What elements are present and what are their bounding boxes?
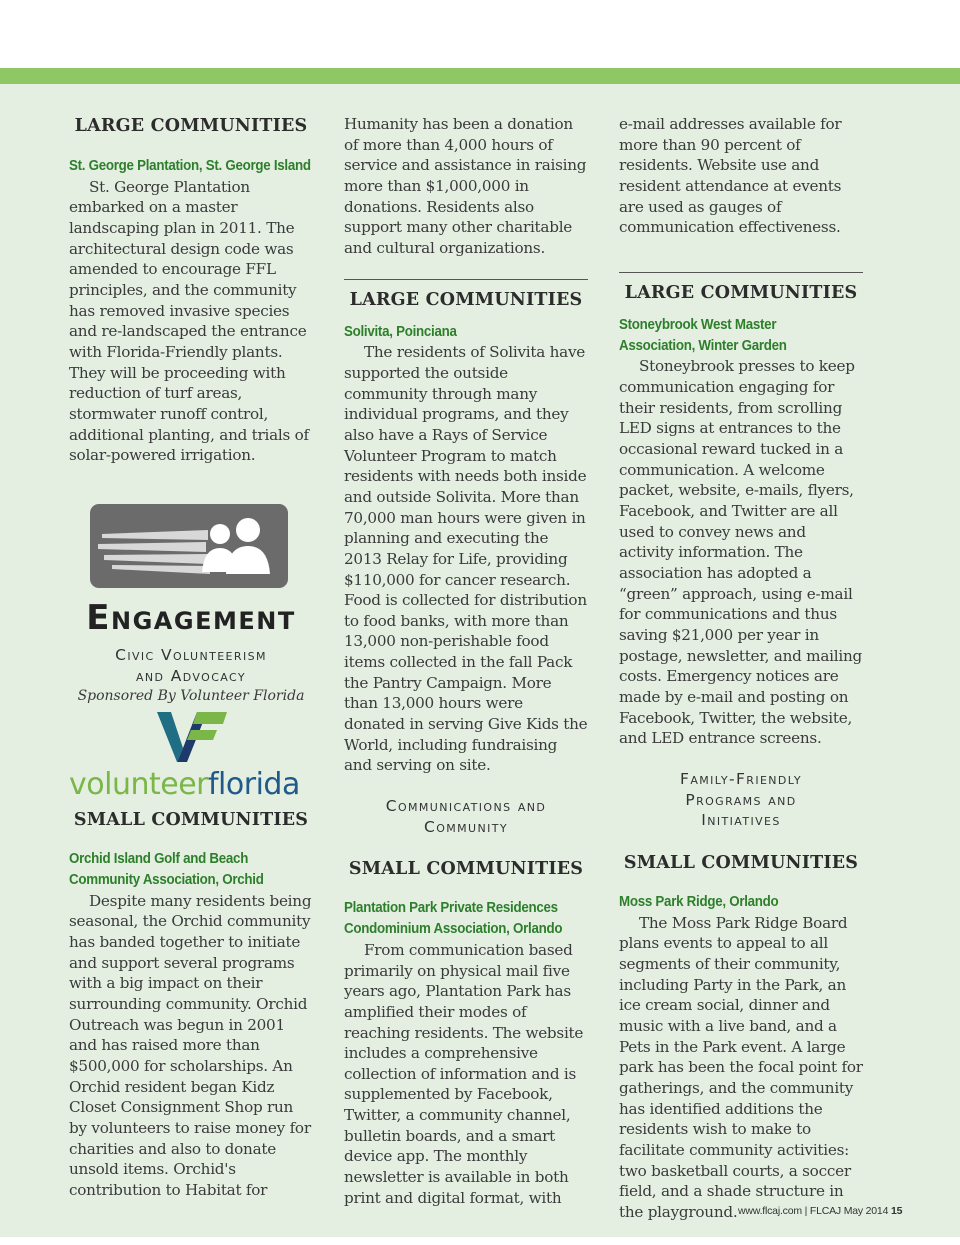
volunteer-florida-logo-icon — [157, 712, 227, 764]
footer-publication: FLCAJ — [809, 1205, 841, 1217]
article-text: Despite many residents being seasonal, the Orchid community has banded together to initiate and support several programs with a big impact on their surrounding community. Orchid Outreach was begun in 2001 and has raised more than $500,000 for scholarships. An Orchid resident began Kidz Closet Consignment Shop run by volunteers to raise money for charities and also to donate unsold items. Orchid's contribution to Habitat for — [69, 891, 312, 1199]
article-text: The Moss Park Ridge Board plans events to appeal to all segments of their community, including Party in the Park, an ice cream social, dinner and music with a live band, and a Pets in the Park event. A large park has been the focal point for gatherings, and the community has identified additions the residents wish to make to facilitate community activities: two basketball courts, a soccer field, and a shade structure in the playground. — [619, 913, 863, 1221]
column-2 — [344, 114, 588, 1208]
top-accent-bar — [0, 68, 960, 84]
footer-issue: May 2014 — [843, 1205, 889, 1217]
section-heading: SMALL COMMUNITIES — [73, 810, 309, 831]
people-moving-icon — [90, 504, 288, 588]
page-number: 15 — [890, 1205, 903, 1217]
section-heading: SMALL COMMUNITIES — [348, 859, 584, 880]
article-text: From communication based primarily on physical mail five years ago, Plantation Park has amplified their modes of reaching residents. The website includes a comprehensive collection of information and is supplemented by Facebook, Twitter, a community channel, bulletin boards, and a smart device app. The monthly newsletter is available in both print and digital format, with — [344, 940, 584, 1207]
community-name: Plantation Park Private Residences — [344, 900, 558, 917]
community-name: Orchid Island Golf and Beach — [69, 851, 249, 868]
column-3 — [619, 114, 863, 1222]
article-text: The residents of Solivita have supported the outside community through many individual programs, and they also have a Rays of Service Volunteer Program to match residents with needs both inside and outside Solivita. More than 70,000 man hours were given in planning and executing the 2013 Relay for Life, providing $110,000 for cancer research. Food is collected for distribution to food banks, with more than 13,000 non-perishable food items collected in the fall Pack the Pantry Campaign. More than 13,000 hours were donated in serving Give Kids the World, including fundraising and serving on site. — [344, 343, 588, 775]
community-name: Stoneybrook West Master — [619, 316, 777, 333]
category-title: Initiatives — [701, 811, 781, 830]
page-footer — [738, 1205, 902, 1217]
section-heading: LARGE COMMUNITIES — [624, 282, 858, 303]
category-title: Civic Volunteerism — [115, 645, 267, 664]
section-heading: SMALL COMMUNITIES — [623, 852, 859, 873]
article-text: e-mail addresses available for more than 90 percent of residents. Website use and resident attendance at events are used as gauges of communication effectiveness. — [619, 115, 842, 237]
community-name: Moss Park Ridge, Orlando — [619, 893, 779, 910]
category-title: Programs and — [685, 790, 797, 809]
community-name: St. George Plantation, St. George Island — [69, 158, 311, 174]
community-name: Condominium Association, Orlando — [344, 921, 563, 938]
article-text: Humanity has been a donation of more than 4,000 hours of service and assistance in raising more than $1,000,000 in donations. Residents also support many other charitable and cultural organizations. — [344, 115, 587, 257]
section-heading: LARGE COMMUNITIES — [349, 289, 583, 310]
footer-separator: | — [804, 1205, 808, 1217]
category-title: Family-Friendly — [680, 769, 802, 788]
article-text: Stoneybrook presses to keep communication engaging for their residents, from scrolling LED signs at entrances to the occasional reward tucked in a communication. A welcome packet, website, e-mails, flyers, Facebook, and Twitter are all used to convey news and activity information. The association has adopted a “green” approach, using e-mail for communications and thus saving $21,000 per year in postage, newsletter, and mailing costs. Emergency notices are made by e-mail and posting on Facebook, Twitter, the website, and LED entrance screens. — [619, 357, 862, 748]
community-name: Solivita, Poinciana — [344, 323, 457, 340]
community-name: Association, Winter Garden — [619, 337, 787, 354]
engagement-badge — [90, 504, 288, 588]
community-name: Community Association, Orchid — [69, 872, 264, 888]
footer-website: www.flcaj.com — [738, 1205, 802, 1217]
section-heading: LARGE COMMUNITIES — [74, 116, 308, 136]
article-text: St. George Plantation embarked on a master landscaping plan in 2011. The architectural design code was amended to encourage FFL principles, and the community has removed invasive species and re-landscaped the entrance with Florida-Friendly plants. They will be proceeding with reduction of turf areas, stormwater runoff control, additional planting, and trials of solar-powered irrigation. — [69, 177, 309, 465]
category-title: Communications and — [385, 797, 547, 816]
engagement-title: Engagement — [86, 597, 296, 638]
category-title: Community — [423, 817, 509, 836]
column-1 — [69, 114, 313, 1201]
category-title: and Advocacy — [135, 666, 247, 685]
sponsor-line: Sponsored By Volunteer Florida — [77, 688, 305, 705]
volunteer-florida-wordmark: volunteerflorida — [69, 767, 300, 803]
